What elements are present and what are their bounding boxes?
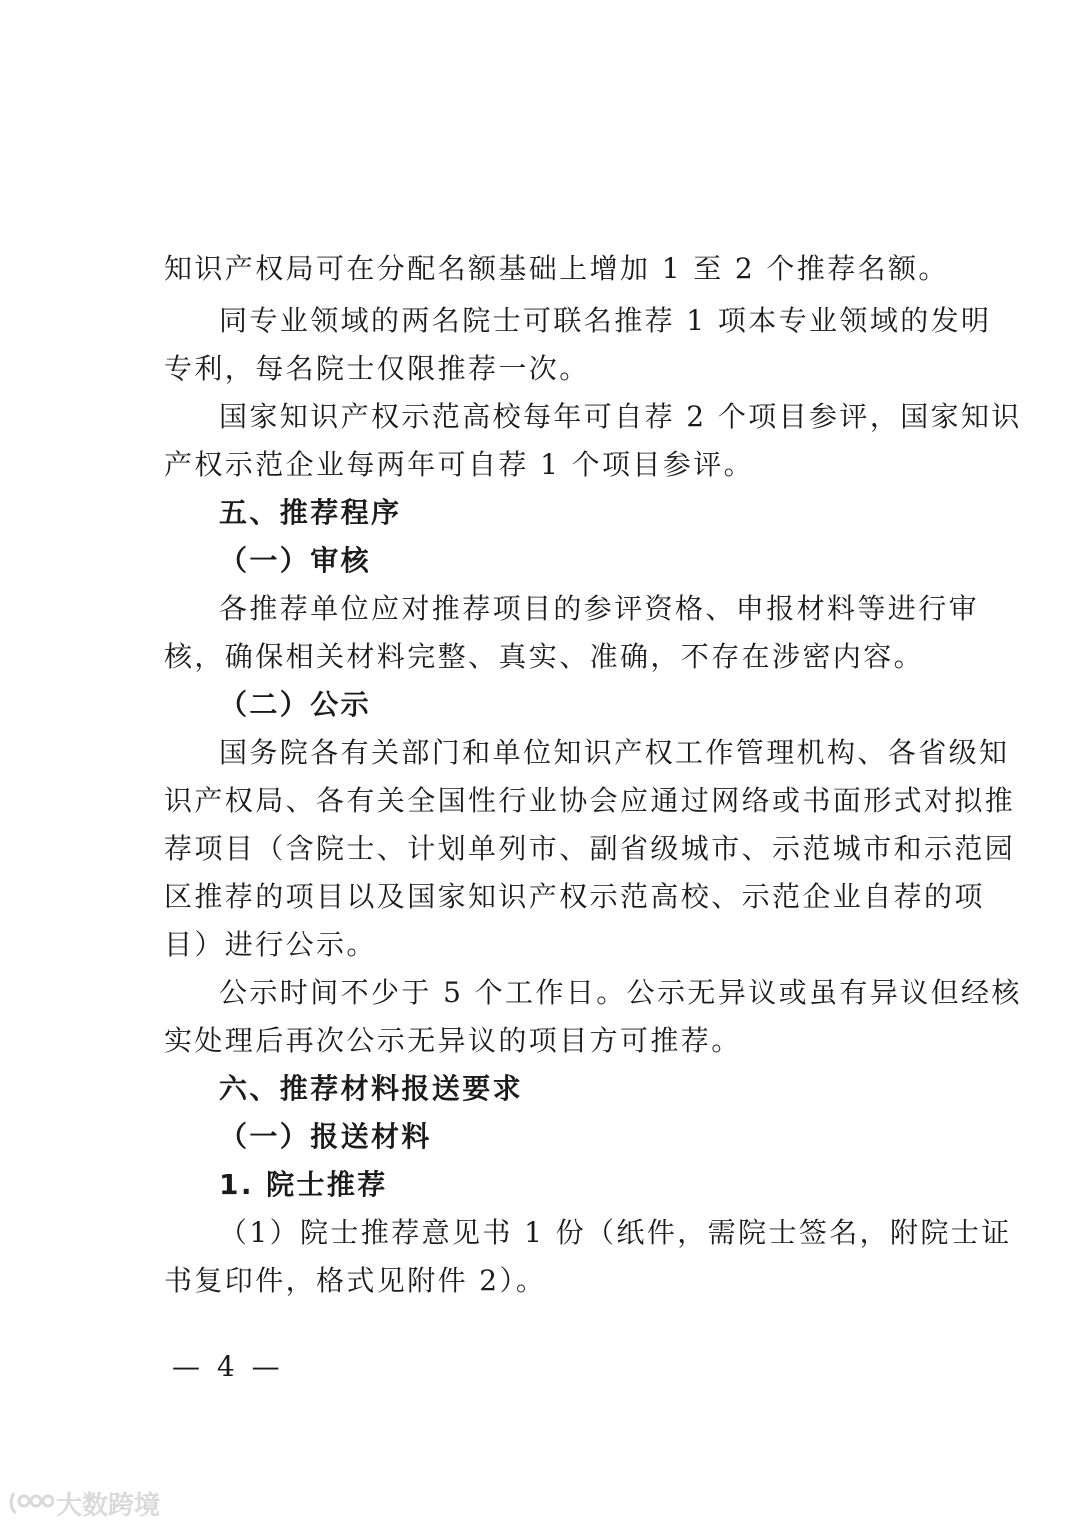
subsection-heading: （一）报送材料: [219, 1120, 432, 1153]
body-text-line: （1）院士推荐意见书 1 份（纸件，需院士签名，附院士证: [219, 1216, 1012, 1249]
body-text-line: 实处理后再次公示无异议的项目方可推荐。: [164, 1024, 742, 1057]
subsection-heading: （一）审核: [219, 544, 372, 577]
body-text-line: 各推荐单位应对推荐项目的参评资格、申报材料等进行审: [219, 592, 980, 625]
body-text-line: 荐项目（含院士、计划单列市、副省级城市、示范城市和示范园: [164, 832, 1016, 865]
body-text-line: 核，确保相关材料完整、真实、准确，不存在涉密内容。: [164, 640, 925, 673]
watermark-text: 大数跨境: [56, 1490, 161, 1521]
body-text-line: 国家知识产权示范高校每年可自荐 2 个项目参评，国家知识: [219, 400, 1022, 433]
body-text-line: 国务院各有关部门和单位知识产权工作管理机构、各省级知: [219, 736, 1010, 769]
page-number: — 4 —: [172, 1350, 284, 1383]
body-text-line: 书复印件，格式见附件 2）。: [164, 1264, 547, 1297]
section-heading: 六、推荐材料报送要求: [219, 1072, 524, 1105]
body-text-line: 公示时间不少于 5 个工作日。公示无异议或虽有异议但经核: [219, 976, 1022, 1009]
body-text-line: 产权示范企业每两年可自荐 1 个项目参评。: [164, 448, 755, 481]
item-heading: 1. 院士推荐: [219, 1168, 388, 1201]
body-text-line: 专利，每名院士仅限推荐一次。: [164, 352, 590, 385]
body-text-line: 区推荐的项目以及国家知识产权示范高校、示范企业自荐的项: [164, 880, 985, 913]
body-text-line: 同专业领域的两名院士可联名推荐 1 项本专业领域的发明: [219, 304, 992, 337]
body-text-line: 目）进行公示。: [164, 928, 377, 961]
subsection-heading: （二）公示: [219, 688, 372, 721]
watermark: [8, 1486, 160, 1520]
section-heading: 五、推荐程序: [219, 496, 402, 529]
body-text-line: 知识产权局可在分配名额基础上增加 1 至 2 个推荐名额。: [164, 252, 949, 285]
body-text-line: 识产权局、各有关全国性行业协会应通过网络或书面形式对拟推: [164, 784, 1016, 817]
watermark-logo-icon: [8, 1489, 54, 1517]
